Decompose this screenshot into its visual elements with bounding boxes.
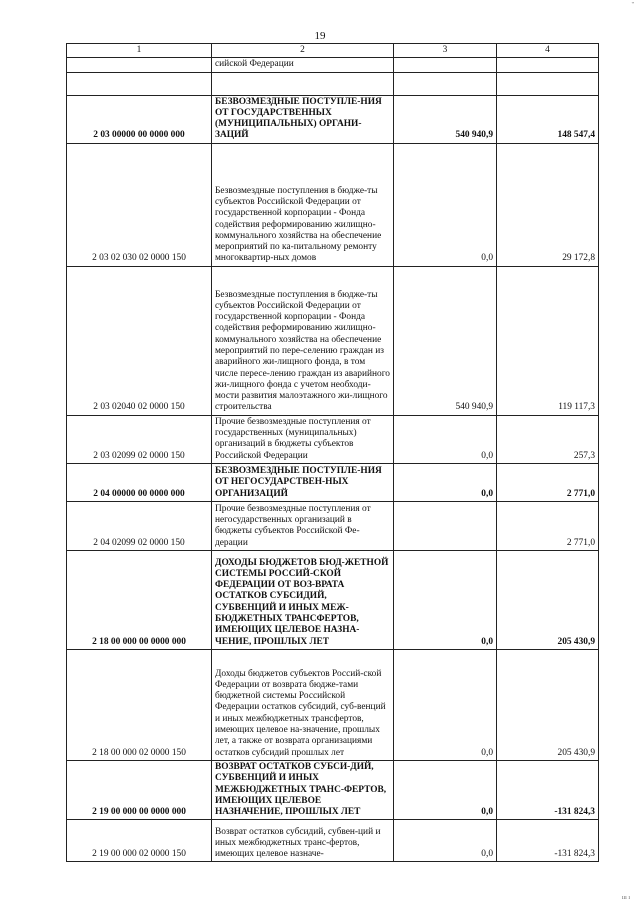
desc-cell (212, 72, 394, 95)
table-row (67, 501, 599, 550)
desc-cell: БЕЗВОЗМЕЗДНЫЕ ПОСТУПЛЕ-НИЯ ОТ ГОСУДАРСТВЕННЫХ (МУНИЦИПАЛЬНЫХ) ОРГАНИ-ЗАЦИЙ (212, 95, 394, 143)
table-row (67, 266, 599, 415)
desc-cell: ДОХОДЫ БЮДЖЕТОВ БЮД-ЖЕТНОЙ СИСТЕМЫ РОССИЙ-СКОЙ ФЕДЕРАЦИИ ОТ ВОЗ-ВРАТА ОСТАТКОВ СУБСИДИЙ, СУБВЕНЦИЙ И ИНЫХ МЕЖ-БЮДЖЕТНЫХ ТРАНСФЕРТОВ, ИМЕЮЩИХ ЦЕЛЕВОЕ НАЗНА-ЧЕНИЕ, ПРОШЛЫХ ЛЕТ (212, 550, 394, 649)
code-cell: 2 03 02040 02 0000 150 (67, 266, 212, 415)
code-cell: 2 19 00 000 00 0000 000 (67, 760, 212, 819)
header-row (67, 44, 599, 58)
code-cell: 2 18 00 000 02 0000 150 (67, 649, 212, 760)
code-cell: 2 18 00 000 00 0000 000 (67, 550, 212, 649)
corner-mark-bottom: ııı ı (621, 895, 630, 901)
header-col-2: 2 (212, 44, 394, 58)
value-col4-cell: 148 547,4 (497, 95, 599, 143)
value-col4-cell: 205 430,9 (497, 550, 599, 649)
desc-cell: Безвозмездные поступления в бюдже-ты субъектов Российской Федерации от государственной корпорации - Фонда содействия реформированию жилищно-коммунального хозяйства на обеспечение мероприятий по пере-селению граждан из аварийного жи-лищного фонда, в том числе пересе-лению граждан из аварийного жи-лищного фонда с учетом необходи-мости развития малоэтажного жи-лищного строительства (212, 266, 394, 415)
desc-cell: сийской Федерации (212, 58, 394, 72)
table-row-section (67, 760, 599, 819)
value-col4-cell: 29 172,8 (497, 143, 599, 266)
value-col4-cell: 205 430,9 (497, 649, 599, 760)
code-cell (67, 58, 212, 72)
table-row-section (67, 95, 599, 143)
code-cell: 2 04 02099 02 0000 150 (67, 501, 212, 550)
code-cell: 2 19 00 000 02 0000 150 (67, 820, 212, 862)
value-col3-cell: 0,0 (394, 649, 497, 760)
value-col3-cell: 540 940,9 (394, 266, 497, 415)
table-row-section (67, 550, 599, 649)
desc-cell: Доходы бюджетов субъектов Россий-ской Федерации от возврата бюдже-тами бюджетной системы Российской Федерации остатков субсидий, суб-венций и иных межбюджетных трансфертов, имеющих целевое на-значение, прошлых лет, а также от возврата организациями остатков субсидий прошлых лет (212, 649, 394, 760)
value-col3-cell (394, 72, 497, 95)
desc-cell: Прочие безвозмездные поступления от негосударственных организаций в бюджеты субъектов Российской Фе-дерации (212, 501, 394, 550)
header-col-1: 1 (67, 44, 212, 58)
desc-cell: Прочие безвозмездные поступления от государственных (муниципальных) организаций в бюджеты субъектов Российской Федерации (212, 415, 394, 463)
value-col3-cell: 0,0 (394, 820, 497, 862)
value-col3-cell: 540 940,9 (394, 95, 497, 143)
value-col3-cell: 0,0 (394, 463, 497, 501)
header-col-3: 3 (394, 44, 497, 58)
table-row (67, 415, 599, 463)
code-cell (67, 72, 212, 95)
page-number: 19 (314, 30, 326, 42)
code-cell: 2 03 02 030 02 0000 150 (67, 143, 212, 266)
table-row (67, 649, 599, 760)
desc-cell: Безвозмездные поступления в бюдже-ты субъектов Российской Федерации от государственной корпорации - Фонда содействия реформированию жилищно-коммунального хозяйства на обеспечение мероприятий по ка-питальному ремонту многоквартир-ных домов (212, 143, 394, 266)
value-col4-cell: 2 771,0 (497, 501, 599, 550)
value-col3-cell (394, 58, 497, 72)
value-col4-cell: -131 824,3 (497, 760, 599, 819)
value-col3-cell: 0,0 (394, 760, 497, 819)
code-cell: 2 03 02099 02 0000 150 (67, 415, 212, 463)
budget-table-body (67, 44, 599, 862)
corner-mark-top: " (631, 2, 634, 8)
value-col3-cell: 0,0 (394, 415, 497, 463)
value-col4-cell: 2 771,0 (497, 463, 599, 501)
value-col3-cell: 0,0 (394, 550, 497, 649)
desc-cell: БЕЗВОЗМЕЗДНЫЕ ПОСТУПЛЕ-НИЯ ОТ НЕГОСУДАРСТВЕН-НЫХ ОРГАНИЗАЦИЙ (212, 463, 394, 501)
value-col4-cell: 119 117,3 (497, 266, 599, 415)
table-row (67, 58, 599, 72)
value-col4-cell: 257,3 (497, 415, 599, 463)
code-cell: 2 03 00000 00 0000 000 (67, 95, 212, 143)
desc-cell: ВОЗВРАТ ОСТАТКОВ СУБСИ-ДИЙ, СУБВЕНЦИЙ И ИНЫХ МЕЖБЮДЖЕТНЫХ ТРАНС-ФЕРТОВ, ИМЕЮЩИХ ЦЕЛЕВОЕ НАЗНАЧЕНИЕ, ПРОШЛЫХ ЛЕТ (212, 760, 394, 819)
table-row (67, 72, 599, 95)
value-col4-cell: -131 824,3 (497, 820, 599, 862)
value-col4-cell (497, 72, 599, 95)
table-row-section (67, 463, 599, 501)
desc-cell: Возврат остатков субсидий, субвен-ций и иных межбюджетных транс-фертов, имеющих целевое назначе- (212, 820, 394, 862)
value-col3-cell (394, 501, 497, 550)
budget-table (66, 43, 599, 862)
value-col4-cell (497, 58, 599, 72)
table-row (67, 143, 599, 266)
value-col3-cell: 0,0 (394, 143, 497, 266)
table-row (67, 820, 599, 862)
header-col-4: 4 (497, 44, 599, 58)
code-cell: 2 04 00000 00 0000 000 (67, 463, 212, 501)
